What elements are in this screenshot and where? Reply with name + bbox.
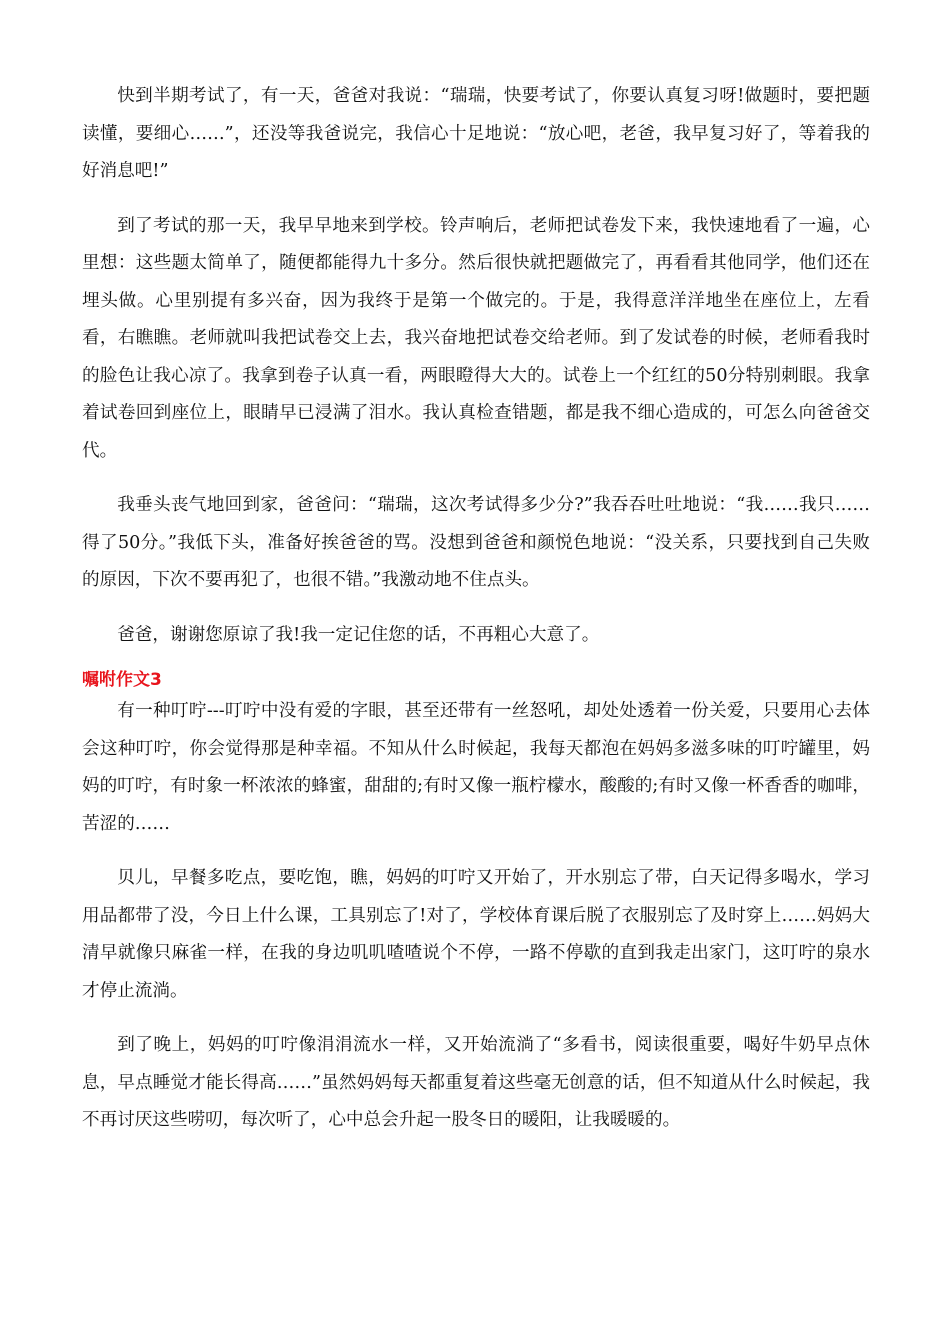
paragraph: 贝儿，早餐多吃点，要吃饱，瞧，妈妈的叮咛又开始了，开水别忘了带，白天记得多喝水，学习用品都带了没，今日上什么课，工具别忘了!对了，学校体育课后脱了衣服别忘了及时穿上……妈妈大清早就像只麻雀一样，在我的身边叽叽喳喳说个不停，一路不停歇的直到我走出家门，这叮咛的泉水才停止流淌。 xyxy=(82,868,870,1001)
paragraph: 快到半期考试了，有一天，爸爸对我说：“瑞瑞，快要考试了，你要认真复习呀!做题时，要把题读懂，要细心……”，还没等我爸说完，我信心十足地说：“放心吧，老爸，我早复习好了，等着我的好消息吧!” xyxy=(82,86,870,181)
paragraph: 我垂头丧气地回到家，爸爸问：“瑞瑞，这次考试得多少分?”我吞吞吐吐地说：“我……我只……得了50分。”我低下头，准备好挨爸爸的骂。没想到爸爸和颜悦色地说：“没关系，只要找到自己失败的原因，下次不要再犯了，也很不错。”我激动地不住点头。 xyxy=(82,495,870,590)
paragraph: 到了考试的那一天，我早早地来到学校。铃声响后，老师把试卷发下来，我快速地看了一遍，心里想：这些题太简单了，随便都能得九十多分。然后很快就把题做完了，再看看其他同学，他们还在埋头做。心里别提有多兴奋，因为我终于是第一个做完的。于是，我得意洋洋地坐在座位上，左看看，右瞧瞧。老师就叫我把试卷交上去，我兴奋地把试卷交给老师。到了发试卷的时候，老师看我时的脸色让我心凉了。我拿到卷子认真一看，两眼瞪得大大的。试卷上一个红红的50分特别刺眼。我拿着试卷回到座位上，眼睛早已浸满了泪水。我认真检查错题，都是我不细心造成的，可怎么向爸爸交代。 xyxy=(82,215,870,461)
document-body xyxy=(82,78,870,1157)
paragraph: 到了晚上，妈妈的叮咛像涓涓流水一样，又开始流淌了“多看书，阅读很重要，喝好牛奶早点休息，早点睡觉才能长得高……”虽然妈妈每天都重复着这些毫无创意的话，但不知道从什么时候起，我不再讨厌这些唠叨，每次听了，心中总会升起一股冬日的暖阳，让我暖暖的。 xyxy=(82,1035,870,1130)
paragraph: 爸爸，谢谢您原谅了我!我一定记住您的话，不再粗心大意了。 xyxy=(117,624,600,645)
paragraph: 有一种叮咛---叮咛中没有爱的字眼，甚至还带有一丝怒吼，却处处透着一份关爱，只要用心去体会这种叮咛，你会觉得那是种幸福。不知从什么时候起，我每天都泡在妈妈多滋多味的叮咛罐里，妈妈的叮咛，有时象一杯浓浓的蜂蜜，甜甜的;有时又像一瓶柠檬水，酸酸的;有时又像一杯香香的咖啡，苦涩的…… xyxy=(82,701,870,834)
section-heading: 嘱咐作文3 xyxy=(82,670,162,690)
